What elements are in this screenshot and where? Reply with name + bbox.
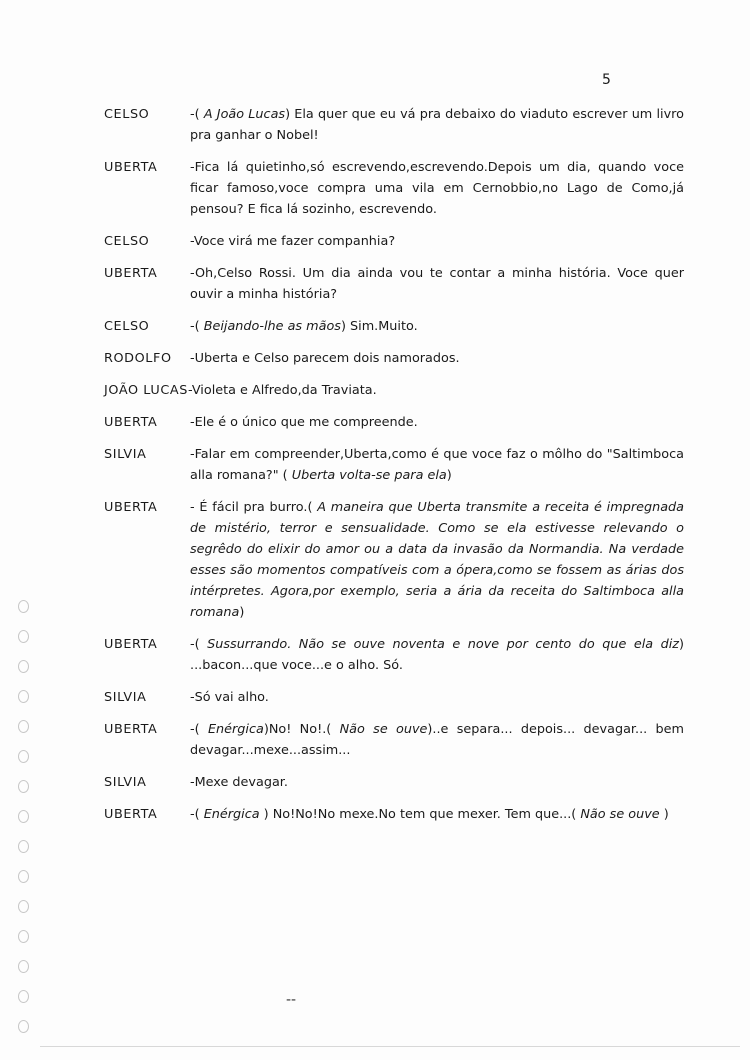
stage-direction: Uberta volta-se para ela <box>291 468 447 483</box>
footer-mark: -- <box>286 992 297 1008</box>
speech-text: -( <box>190 637 208 652</box>
dialogue-line <box>104 316 684 337</box>
binder-hole-icon <box>18 870 29 883</box>
binder-hole-icon <box>18 780 29 793</box>
speech-text: -Oh,Celso Rossi. Um dia ainda vou te contar a minha história. Voce quer ouvir a minha história? <box>190 266 684 302</box>
dialogue-line <box>104 231 684 252</box>
speech-text: -Uberta e Celso parecem dois namorados. <box>190 351 460 366</box>
stage-direction: Não se ouve <box>580 807 660 822</box>
dialogue-text <box>190 263 684 305</box>
binder-hole-icon <box>18 750 29 763</box>
speaker-name: UBERTA <box>104 807 158 822</box>
dialogue-text <box>190 634 684 676</box>
binder-hole-icon <box>18 660 29 673</box>
dialogue-text <box>190 157 684 220</box>
speech-text: -( <box>190 722 208 737</box>
binder-hole-icon <box>18 1020 29 1033</box>
speaker-name: JOÃO LUCAS <box>104 383 188 398</box>
dialogue-text <box>190 231 684 252</box>
speaker-name: CELSO <box>104 107 150 122</box>
dialogue-text <box>190 316 684 337</box>
dialogue-line <box>104 263 684 305</box>
dialogue-line <box>104 380 684 401</box>
speaker-name: CELSO <box>104 319 150 334</box>
speech-text: -( <box>190 807 204 822</box>
dialogue-line <box>104 412 684 433</box>
dialogue-line <box>104 348 684 369</box>
stage-direction: Enérgica <box>207 722 264 737</box>
speaker-name: UBERTA <box>104 415 158 430</box>
speech-text: -Só vai alho. <box>190 690 269 705</box>
dialogue-text <box>188 380 684 401</box>
speech-text: ) <box>446 468 452 483</box>
dialogue-line <box>104 634 684 676</box>
speech-text: -( <box>190 107 204 122</box>
dialogue-text <box>190 348 684 369</box>
speaker-name: UBERTA <box>104 722 158 737</box>
binder-hole-icon <box>18 720 29 733</box>
speech-text: -Voce virá me fazer companhia? <box>190 234 396 249</box>
binder-hole-icon <box>18 930 29 943</box>
speaker-name: UBERTA <box>104 500 158 515</box>
speaker-name: UBERTA <box>104 266 158 281</box>
dialogue-line <box>104 804 684 825</box>
binder-hole-icon <box>18 840 29 853</box>
script-body <box>104 104 684 825</box>
dialogue-text <box>190 412 684 433</box>
binder-hole-icon <box>18 630 29 643</box>
dialogue-text <box>190 719 684 761</box>
stage-direction: Não se ouve <box>339 722 428 737</box>
binder-hole-icon <box>18 900 29 913</box>
stage-direction: A maneira que Uberta transmite a receita é impregnada de mistério, terror e sensualidade. Como se ela estivesse relevando o segrêdo do elixir do amor ou a data da invasão da Normandia. Na verdade esses são momentos compatíveis com a ópera,como se fossem as árias dos intérpretes. Agora,por exemplo, seria a ária da receita do Saltimboca alla romana <box>190 500 685 620</box>
speech-text: -Mexe devagar. <box>190 775 288 790</box>
dialogue-line <box>104 719 684 761</box>
speech-text: ) ...bacon...que voce...e o alho. Só. <box>190 637 684 673</box>
speech-text: ) Sim.Muito. <box>340 319 418 334</box>
binder-hole-icon <box>18 600 29 613</box>
speech-text: -Ele é o único que me compreende. <box>190 415 418 430</box>
speech-text: -Falar em compreender,Uberta,como é que voce faz o môlho do "Saltimboca alla romana?" ( <box>190 447 684 483</box>
binder-hole-icon <box>18 810 29 823</box>
dialogue-line <box>104 497 684 623</box>
speech-text: )No! No!.( <box>263 722 340 737</box>
dialogue-line <box>104 772 684 793</box>
stage-direction: Beijando-lhe as mãos <box>203 319 341 334</box>
dialogue-text <box>190 772 684 793</box>
speech-text: ) No!No!No mexe.No tem que mexer. Tem que...( <box>259 807 581 822</box>
binder-hole-icon <box>18 990 29 1003</box>
speaker-name: SILVIA <box>104 690 147 705</box>
speaker-name: CELSO <box>104 234 150 249</box>
dialogue-text <box>190 804 684 825</box>
dialogue-line <box>104 444 684 486</box>
dialogue-text <box>190 497 684 623</box>
speech-text: -Violeta e Alfredo,da Traviata. <box>187 383 377 398</box>
binder-hole-icon <box>18 690 29 703</box>
speaker-name: UBERTA <box>104 160 158 175</box>
binder-holes <box>18 600 32 1050</box>
stage-direction: Enérgica <box>203 807 260 822</box>
speaker-name: UBERTA <box>104 637 158 652</box>
speech-text: ) <box>239 605 245 620</box>
speech-text: - É fácil pra burro.( <box>190 500 318 515</box>
dialogue-line <box>104 687 684 708</box>
speaker-name: SILVIA <box>104 447 147 462</box>
dialogue-line <box>104 157 684 220</box>
dialogue-text <box>190 104 684 146</box>
dialogue-line <box>104 104 684 146</box>
speech-text: )..e separa... depois... devagar... bem devagar...mexe...assim... <box>190 722 684 758</box>
page-bottom-edge <box>40 1046 740 1047</box>
dialogue-text <box>190 687 684 708</box>
stage-direction: Sussurrando. Não se ouve noventa e nove por cento do que ela diz <box>207 637 679 652</box>
speech-text: -( <box>190 319 204 334</box>
speaker-name: RODOLFO <box>104 351 172 366</box>
stage-direction: A João Lucas <box>203 107 286 122</box>
page-number: 5 <box>602 72 612 88</box>
speech-text: ) Ela quer que eu vá pra debaixo do viaduto escrever um livro pra ganhar o Nobel! <box>190 107 684 143</box>
binder-hole-icon <box>18 960 29 973</box>
speech-text: -Fica lá quietinho,só escrevendo,escrevendo.Depois um dia, quando voce ficar famoso,voce compra uma vila em Cernobbio,no Lago de Como,já pensou? E fica lá sozinho, escrevendo. <box>190 160 684 217</box>
speaker-name: SILVIA <box>104 775 147 790</box>
speech-text: ) <box>659 807 669 822</box>
dialogue-text <box>190 444 684 486</box>
